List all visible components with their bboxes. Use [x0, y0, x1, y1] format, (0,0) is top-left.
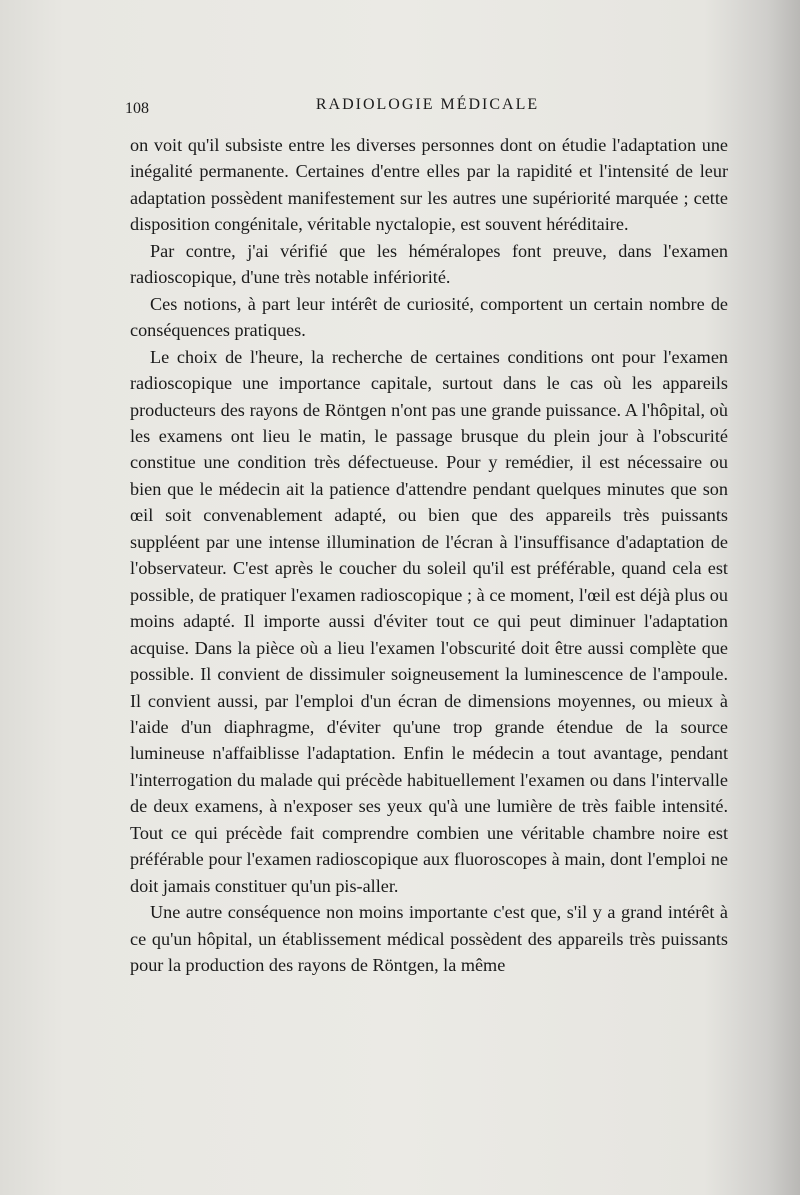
- paragraph-continued: on voit qu'il subsiste entre les diverses personnes dont on étudie l'adaptation une inégalité permanente. Certaines d'entre elles par la rapidité et l'intensité de leur adaptation possèdent manifestement sur les autres une supériorité marquée ; cette disposition congénitale, véritable nyctalopie, est souvent héréditaire.: [130, 135, 728, 235]
- paragraph-autre-consequence: Une autre conséquence non moins importante c'est que, s'il y a grand intérêt à ce qu'un hôpital, un établissement médical possèdent des appareils très puissants pour la production des rayons de Röntgen, la même: [130, 902, 728, 976]
- body-text: [130, 132, 728, 979]
- paragraph-hemeralopes: Par contre, j'ai vérifié que les héméralopes font preuve, dans l'examen radioscopique, d'une très notable infériorité.: [130, 240, 728, 288]
- running-head: RADIOLOGIE MÉDICALE: [315, 96, 540, 113]
- page-number: 108: [125, 100, 149, 117]
- page-header: [125, 96, 730, 120]
- paragraph-notions: Ces notions, à part leur intérêt de curiosité, comportent un certain nombre de conséquences pratiques.: [130, 293, 728, 341]
- paragraph-choix-heure: Le choix de l'heure, la recherche de certaines conditions ont pour l'examen radioscopique une importance capitale, surtout dans le cas où les appareils producteurs des rayons de Röntgen n'ont pas une grande puissance. A l'hôpital, où les examens ont lieu le matin, le passage brusque du plein jour à l'obscurité constitue une condition très défectueuse. Pour y remédier, il est nécessaire ou bien que le médecin ait la patience d'attendre pendant quelques minutes que son œil soit convenablement adapté, ou bien que des appareils très puissants suppléent par une intense illumination de l'écran à l'insuffisance d'adaptation de l'observateur. C'est après le coucher du soleil qu'il est préférable, quand cela est possible, de pratiquer l'examen radioscopique ; à ce moment, l'œil est déjà plus ou moins adapté. Il importe aussi d'éviter tout ce qui peut diminuer l'adaptation acquise. Dans la pièce où a lieu l'examen l'obscurité doit être aussi complète que possible. Il convient de dissimuler soigneusement la luminescence de l'ampoule. Il convient aussi, par l'emploi d'un écran de dimensions moyennes, ou mieux à l'aide d'un diaphragme, d'éviter qu'une trop grande étendue de la source lumineuse n'affaiblisse l'adaptation. Enfin le médecin a tout avantage, pendant l'interrogation du malade qui précède habituellement l'examen ou dans l'intervalle de deux examens, à n'exposer ses yeux qu'à une lumière de très faible intensité. Tout ce qui précède fait comprendre combien une véritable chambre noire est préférable pour l'examen radioscopique aux fluoroscopes à main, dont l'emploi ne doit jamais constituer qu'un pis-aller.: [130, 346, 728, 896]
